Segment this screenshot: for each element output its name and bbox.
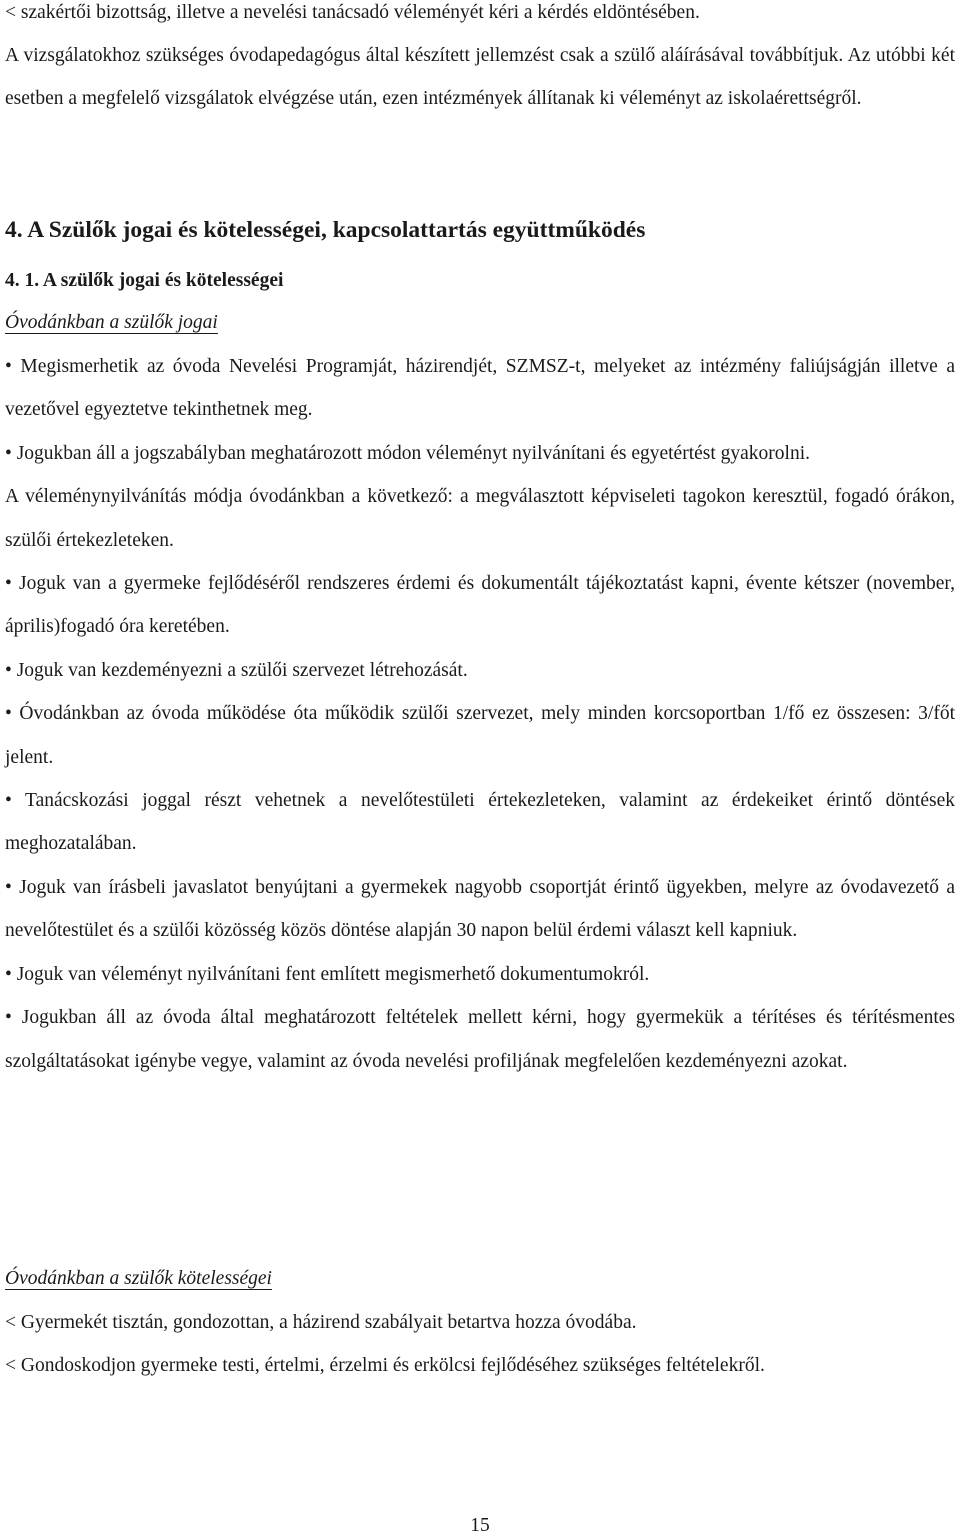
duties-list <box>5 1301 955 1388</box>
intro-line-1: < szakértői bizottság, illetve a nevelési tanácsadó véleményét kéri a kérdés eldöntésében. <box>5 2 700 23</box>
intro-paragraph-2: A vizsgálatokhoz szükséges óvodapedagógus által készített jellemzést csak a szülő aláírásával továbbítjuk. Az utóbbi két esetben a megfelelő vizsgálatok elvégzése után, ezen intézmények állítanak ki véleményt az iskolaérettségről. <box>5 44 955 110</box>
section-heading-block <box>5 213 955 247</box>
duties-title: Óvodánkban a szülők kötelességei <box>5 1268 272 1289</box>
rights-title: Óvodánkban a szülők jogai <box>5 312 218 333</box>
section-heading: 4. A Szülők jogai és kötelességei, kapcsolattartás együttműködés <box>5 217 646 243</box>
duties-item-1: < Gyermekét tisztán, gondozottan, a házirend szabályait betartva hozza óvodába. <box>5 1312 637 1333</box>
rights-item-5: • Joguk van kezdeményezni a szülői szervezet létrehozását. <box>5 659 468 681</box>
page-number: 15 <box>470 1515 490 1536</box>
subheading-block <box>5 264 955 298</box>
rights-list <box>5 345 955 1083</box>
rights-item-1: • Megismerhetik az óvoda Nevelési Programját, házirendjét, SZMSZ-t, melyeket az intézmény faliújságján illetve a vezetővel egyeztetve tekinthetnek meg. <box>5 356 955 421</box>
intro-block <box>5 0 955 121</box>
rights-item-10: • Jogukban áll az óvoda által meghatározott feltételek mellett kérni, hogy gyermekük a térítéses és térítésmentes szolgáltatásokat igénybe vegye, valamint az óvoda nevelési profiljának megfelelően kezdeményezni azokat. <box>5 1007 955 1072</box>
rights-item-2: • Jogukban áll a jogszabályban meghatározott módon véleményt nyilvánítani és egyetértést gyakorolni. <box>5 442 811 464</box>
rights-item-3: A véleménynyilvánítás módja óvodánkban a következő: a megválasztott képviseleti tagokon keresztül, fogadó órákon, szülői értekezleteken. <box>5 486 955 551</box>
rights-item-4: • Joguk van a gyermeke fejlődéséről rendszeres érdemi és dokumentált tájékoztatást kapni, évente kétszer (november, április)fogadó óra keretében. <box>5 573 955 638</box>
rights-title-block <box>5 306 955 340</box>
duties-item-2: < Gondoskodjon gyermeke testi, értelmi, érzelmi és erkölcsi fejlődéséhez szükséges feltételekről. <box>5 1355 765 1377</box>
rights-item-8: • Joguk van írásbeli javaslatot benyújtani a gyermekek nagyobb csoportját érintő ügyekben, melyre az óvodavezető a nevelőtestület és a szülői közösség közös döntése alapján 30 napon belül érdemi választ kell kapniuk. <box>5 876 955 942</box>
section-subheading: 4. 1. A szülők jogai és kötelességei <box>5 270 284 291</box>
rights-item-6: • Óvodánkban az óvoda működése óta működik szülői szervezet, mely minden korcsoportban 1/fő ez összesen: 3/főt jelent. <box>5 703 955 768</box>
rights-item-7: • Tanácskozási joggal részt vehetnek a nevelőtestületi értekezleteken, valamint az érdekeiket érintő döntések meghozatalában. <box>5 790 955 855</box>
rights-item-9: • Joguk van véleményt nyilvánítani fent említett megismerhető dokumentumokról. <box>5 963 650 985</box>
duties-title-block <box>5 1262 955 1296</box>
